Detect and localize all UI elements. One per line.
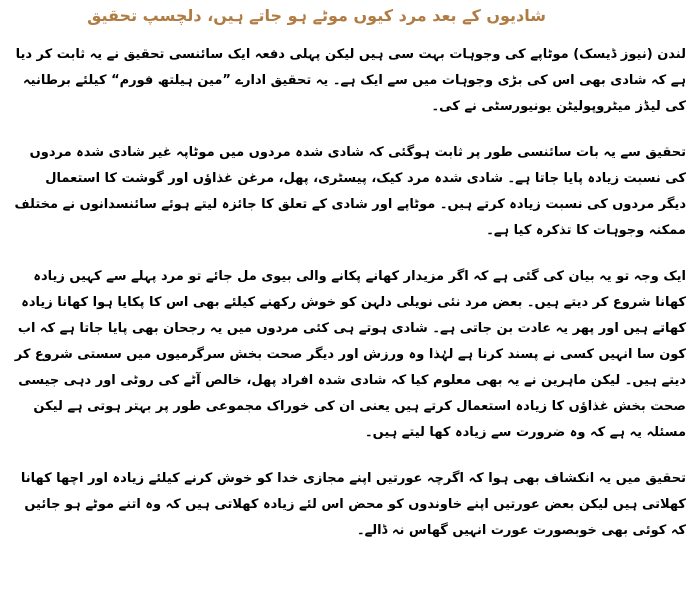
article <box>14 0 686 564</box>
article-paragraph-2: تحقیق سے یہ بات سائنسی طور پر ثابت ہوگئی کہ شادی شدہ مردوں میں موٹاپہ غیر شادی شدہ مردوں کی نسبت زیادہ پایا جاتا ہے۔ شادی شدہ مرد کیک، پیسٹری، پھل، مرغن غذاؤں اور گوشت کا استعمال دیگر مردوں کی نسبت زیادہ کرتے ہیں۔ موٹاپے اور شادی کے تعلق کا جائزہ لیتے ہوئے سائنسدانوں نے مختلف ممکنہ وجوہات کا تذکرہ کیا ہے۔ <box>14 145 686 238</box>
article-paragraph-4: تحقیق میں یہ انکشاف بھی ہوا کہ اگرچہ عورتیں اپنے مجازی خدا کو خوش کرنے کیلئے زیادہ اور اچھا کھانا کھلاتی ہیں لیکن بعض عورتیں اپنے خاوندوں کو محض اس لئے زیادہ کھلاتی ہیں کہ وہ اتنے موٹے ہو جائیں کہ کوئی بھی خوبصورت عورت انہیں گھاس نہ ڈالے۔ <box>20 471 686 538</box>
article-paragraph-3: ایک وجہ تو یہ بیان کی گئی ہے کہ اگر مزیدار کھانے پکانے والی بیوی مل جائے تو مرد پہلے سے کہیں زیادہ کھانا شروع کر دیتے ہیں۔ بعض مرد نئی نویلی دلہن کو خوش رکھنے کیلئے بھی اس کا پکایا ہوا کھانا زیادہ کھاتے ہیں اور پھر یہ عادت بن جاتی ہے۔ شادی ہوتے ہی کئی مردوں میں یہ رجحان بھی پایا جاتا ہے کہ اب کون سا انہیں کسی نے پسند کرنا ہے لہٰذا وہ ورزش اور دیگر صحت بخش سرگرمیوں میں سستی شروع کر دیتے ہیں۔ لیکن ماہرین نے یہ بھی معلوم کیا کہ شادی شدہ افراد پھل، خالص آٹے کی روٹی اور دہی جیسی صحت بخش غذاؤں کا زیادہ استعمال کرتے ہیں یعنی ان کی خوراک مجموعی طور پر بہتر ہوتی ہے لیکن مسئلہ یہ ہے کہ وہ ضرورت سے زیادہ کھا لیتے ہیں۔ <box>14 269 686 440</box>
article-paragraph-1: لندن (نیوز ڈیسک) موٹاپے کی وجوہات بہت سی ہیں لیکن پہلی دفعہ ایک سائنسی تحقیق نے یہ ثابت کر دیا ہے کہ شادی بھی اس کی بڑی وجوہات میں سے ایک ہے۔ یہ تحقیق ادارے ”مین ہیلتھ فورم“ کیلئے برطانیہ کی لیڈز میٹروپولیٹن یونیورسٹی نے کی۔ <box>15 47 686 114</box>
article-title: شادیوں کے بعد مرد کیوں موٹے ہو جاتے ہیں، دلچسپ تحقیق <box>87 6 546 25</box>
